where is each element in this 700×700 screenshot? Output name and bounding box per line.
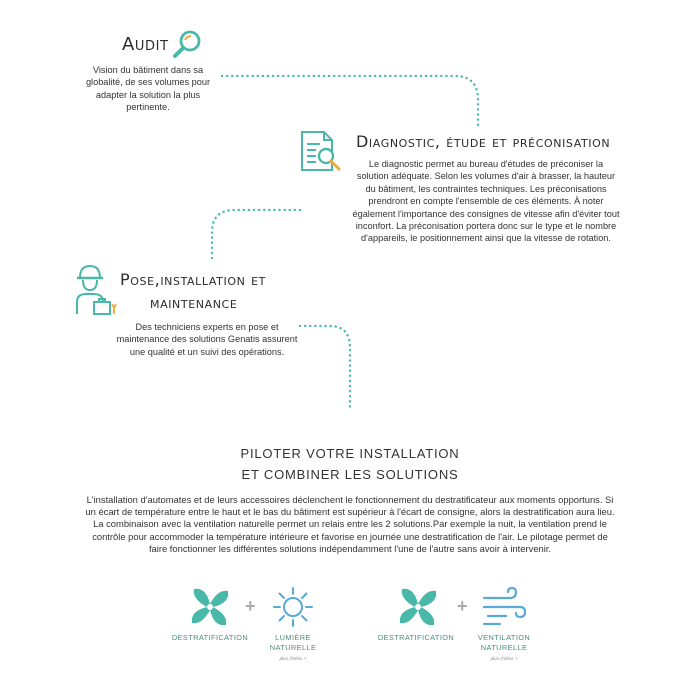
pose-title-line1: Pose,installation et — [120, 270, 266, 289]
combo1-left-label: DESTRATIFICATION — [171, 633, 249, 642]
plus-sign: + — [457, 596, 468, 616]
combo2-right-label-line1: VENTILATION — [477, 633, 531, 642]
combo1-right-label-line1: LUMIÈRE — [275, 633, 311, 642]
technician-icon — [74, 264, 118, 318]
pose-title-line2: maintenance — [150, 293, 238, 312]
document-search-icon — [298, 130, 344, 176]
plus-sign: + — [245, 596, 256, 616]
pilot-title-line1: PILOTER VOTRE INSTALLATION — [240, 446, 460, 461]
audit-title: Audit — [122, 34, 169, 55]
connector-diagnostic-pose — [212, 210, 300, 262]
connector-audit-diagnostic — [222, 76, 478, 125]
destratification-fan-icon — [187, 584, 233, 630]
diagnostic-description: Le diagnostic permet au bureau d'études de préconiser la solution adéquate. Selon les volumes d'air à brasser, la hauteur du bâtiment, les contraintes techniques. Les préconisations prendront en compte l'ensemble de ces éléments. À noter également l'importance des consignes de vitesse afin d'éviter tout inconfort. La préconisation portera donc sur le type et le nombre d'appareils, le positionnement ainsi que la vitesse de rotation. — [352, 159, 620, 244]
combo1-more-info-link[interactable]: plus d'infos + — [279, 656, 307, 661]
pose-description: Des techniciens experts en pose et maintenance des solutions Genatis assurent une qualité et un suivi des opérations. — [116, 322, 298, 357]
combo1-right-label-line2: NATURELLE — [269, 643, 317, 652]
magnifier-icon — [171, 28, 205, 60]
pilot-description: L'installation d'automates et de leurs accessoires déclenchent le fonctionnement du destratificateur aux moments opportuns. Si un écart de température entre le haut et le bas du bâtiment est supérieur à l'écart de consigne, alors la destratification aura lieu. La combinaison avec la ventilation naturelle permet un relais entre les 2 solutions.Par exemple la nuit, la ventilation prend le contrôle pour accommoder la température intérieure et favorise en journée une destratification de l'air. Le pilotage permet de faire fonctionner les différentes solutions indépendamment l'une de l'autre sans avoir à intervenir. — [85, 494, 615, 554]
combo2-more-info-link[interactable]: plus d'infos + — [490, 656, 518, 661]
combo2-right-label-line2: NATURELLE — [480, 643, 528, 652]
wind-icon — [480, 586, 528, 628]
sun-icon — [270, 584, 316, 630]
destratification-fan-icon — [395, 584, 441, 630]
pilot-title-line2: ET COMBINER LES SOLUTIONS — [241, 467, 459, 482]
connector-pose-pilot — [300, 326, 350, 410]
combo2-left-label: DESTRATIFICATION — [377, 633, 455, 642]
diagnostic-title: Diagnostic, étude et préconisation — [356, 132, 611, 151]
audit-description: Vision du bâtiment dans sa globalité, de ses volumes pour adapter la solution la plus pertinente. — [85, 65, 211, 113]
